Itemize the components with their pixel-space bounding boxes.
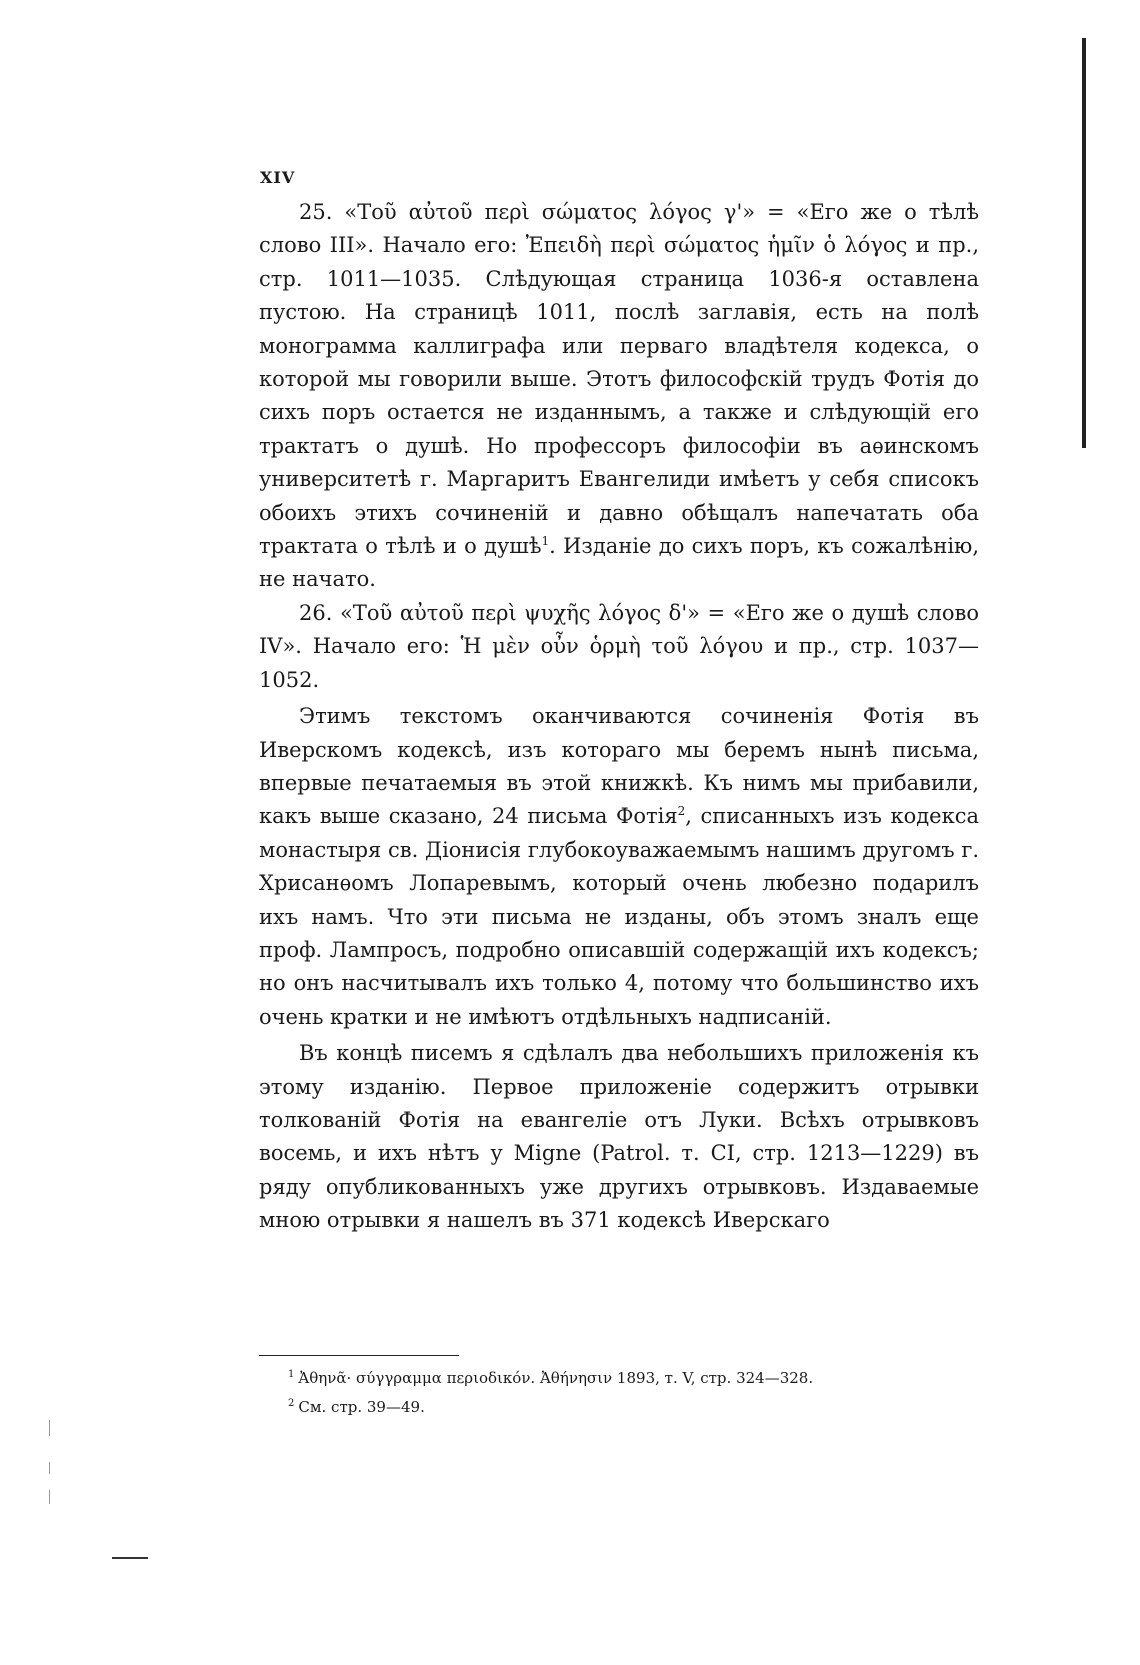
footnote-divider xyxy=(259,1355,459,1356)
paragraph-letters xyxy=(259,700,979,1034)
paragraph-item-26 xyxy=(259,597,979,697)
paragraph-text-continued: . Изданіе до сихъ поръ, къ сожалѣнію, не начато. xyxy=(259,534,979,592)
paragraph-text: Въ концѣ писемъ я сдѣлалъ два небольшихъ приложенія къ этому изданію. Первое приложеніе содержитъ отрывки толкованій Фотія на евангеліе отъ Луки. Всѣхъ отрывковъ восемь, и ихъ нѣтъ у Migne (Patrol. т. CI, стр. 1213—1229) въ ряду опубликованныхъ уже другихъ отрывковъ. Издаваемые мною отрывки я нашелъ въ 371 кодексѣ Иверскаго xyxy=(259,1041,979,1233)
scan-edge-mark xyxy=(112,1557,148,1559)
body-text xyxy=(259,196,979,1238)
footnote-mark: 1 xyxy=(288,1369,295,1380)
paragraph-text: 25. «Τοῦ αὐτοῦ περὶ σώματος λόγος γ'» = «Его же о тѣлѣ слово III». Начало его: Ἐπειδὴ περὶ σώματος ἡμῖν ὁ λόγος и пр., стр. 1011—1035. Слѣдующая страница 1036-я оставлена пустою. На страницѣ 1011, послѣ заглавія, есть на полѣ монограмма каллиграфа или перваго владѣтеля кодекса, о которой мы говорили выше. Этотъ философскій трудъ Фотія до сихъ поръ остается не изданнымъ, а также и слѣдующій его трактатъ о душѣ. Но профессоръ философіи въ аѳинскомъ университетѣ г. Маргаритъ Евангелиди имѣетъ у себя списокъ обоихъ этихъ сочиненій и давно обѣщалъ напечатать оба трактата о тѣлѣ и о душѣ xyxy=(259,200,979,559)
paragraph-text-continued: , списанныхъ изъ кодекса монастыря св. Діонисія глубокоуважаемымъ нашимъ другомъ г. Хрисанѳомъ Лопаревымъ, который очень любезно подарилъ ихъ намъ. Что эти письма не изданы, объ этомъ зналъ еще проф. Лампросъ, подробно описавшій содержащій ихъ кодексъ; но онъ насчитывалъ ихъ только 4, потому что большинство ихъ очень кратки и не имѣютъ отдѣльныхъ надписаній. xyxy=(259,804,979,1029)
footnote-ref[interactable]: 2 xyxy=(677,804,686,819)
scan-edge-mark xyxy=(49,1462,50,1474)
footnote-1 xyxy=(288,1362,978,1391)
scan-edge-mark xyxy=(49,1420,50,1436)
footnote-ref[interactable]: 1 xyxy=(541,534,550,549)
paragraph-appendices xyxy=(259,1037,979,1237)
footnote-mark: 2 xyxy=(288,1398,295,1409)
scan-edge-line xyxy=(1082,38,1086,448)
paragraph-text: Этимъ текстомъ оканчиваются сочиненія Фотія въ Иверскомъ кодексѣ, изъ котораго мы беремъ нынѣ письма, впервые печатаемыя въ этой книжкѣ. Къ нимъ мы прибавили, какъ выше сказано, 24 письма Фотія xyxy=(259,704,979,829)
paragraph-item-25 xyxy=(259,196,979,597)
footnotes xyxy=(288,1362,978,1420)
scan-edge-mark xyxy=(49,1490,50,1504)
page-number: XIV xyxy=(260,168,296,187)
footnote-text: См. стр. 39—49. xyxy=(298,1398,425,1416)
footnote-text: Ἀθηνᾶ· σύγγραμμα περιοδικόν. Ἀθήνησιν 1893, т. V, стр. 324—328. xyxy=(298,1369,814,1387)
footnote-2 xyxy=(288,1391,978,1420)
paragraph-text: 26. «Τοῦ αὐτοῦ περὶ ψυχῆς λόγος δ'» = «Его же о душѣ слово IV». Начало его: Ἡ μὲν οὖν ὁρμὴ τοῦ λόγου и пр., стр. 1037—1052. xyxy=(259,600,979,692)
